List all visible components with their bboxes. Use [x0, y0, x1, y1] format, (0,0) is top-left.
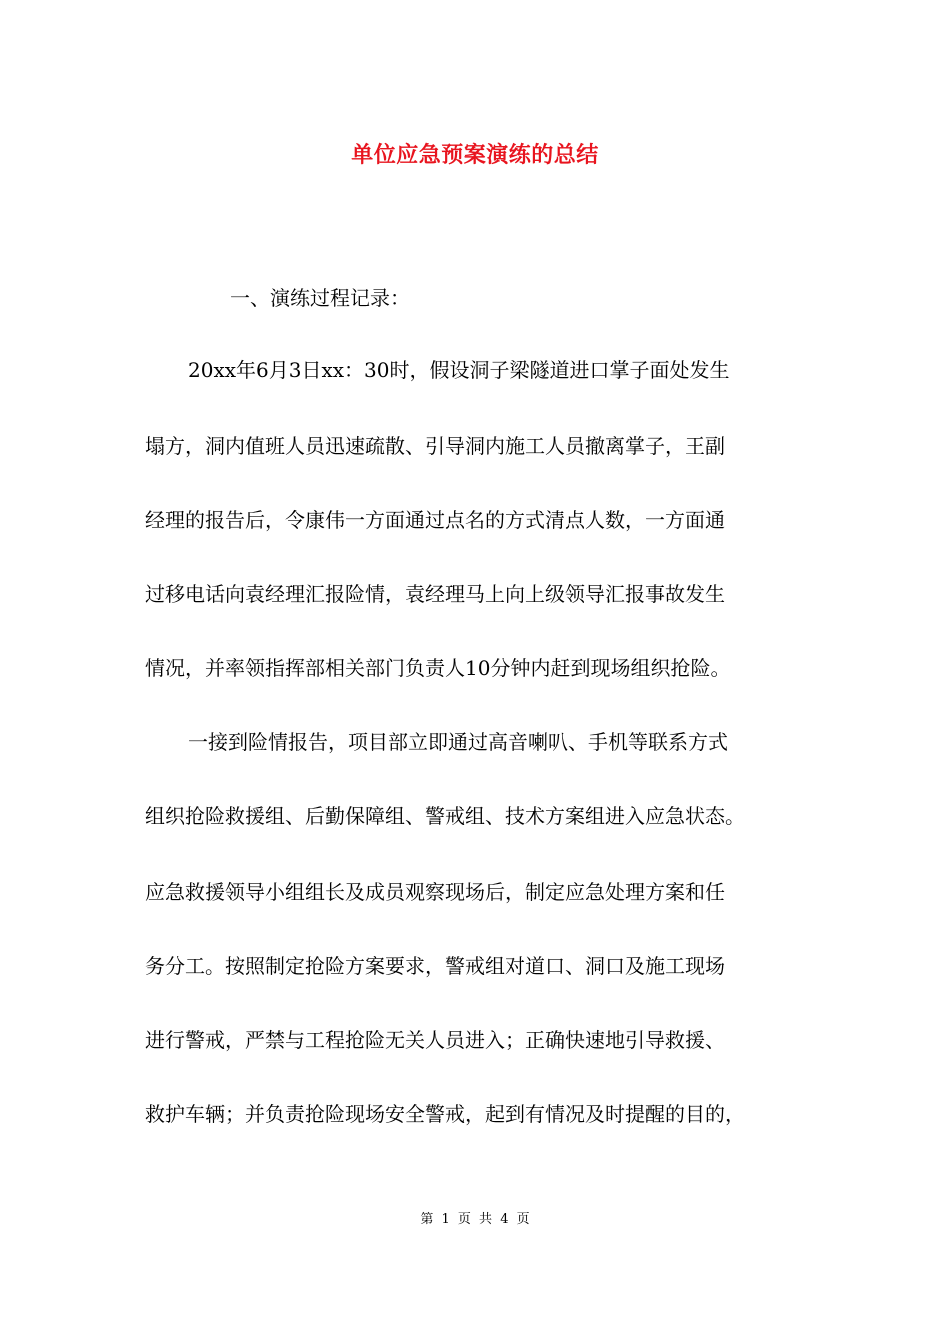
page-footer: 第 1 页 共 4 页: [420, 1212, 530, 1227]
paragraph-line: 过移电话向袁经理汇报险情，袁经理马上向上级领导汇报事故发生: [145, 582, 725, 606]
paragraph-line: 经理的报告后，令康伟一方面通过点名的方式清点人数，一方面通: [145, 508, 725, 532]
document-title: 单位应急预案演练的总结: [351, 142, 599, 168]
paragraph-line: 进行警戒，严禁与工程抢险无关人员进入；正确快速地引导救援、: [145, 1028, 725, 1052]
paragraph-line: 情况，并率领指挥部相关部门负责人10分钟内赶到现场组织抢险。: [145, 656, 731, 680]
paragraph-line: 救护车辆；并负责抢险现场安全警戒，起到有情况及时提醒的目的，: [145, 1102, 745, 1126]
paragraph-line: 组织抢险救援组、后勤保障组、警戒组、技术方案组进入应急状态。: [145, 804, 745, 828]
section-heading: 一、演练过程记录：: [230, 286, 410, 310]
paragraph-line: 应急救援领导小组组长及成员观察现场后，制定应急处理方案和任: [145, 880, 725, 904]
paragraph-line: 20xx年6月3日xx：30时，假设洞子梁隧道进口掌子面处发生: [188, 358, 730, 382]
paragraph-line: 一接到险情报告，项目部立即通过高音喇叭、手机等联系方式: [188, 730, 728, 754]
paragraph-line: 务分工。按照制定抢险方案要求，警戒组对道口、洞口及施工现场: [145, 954, 725, 978]
paragraph-line: 塌方，洞内值班人员迅速疏散、引导洞内施工人员撤离掌子，王副: [145, 434, 725, 458]
